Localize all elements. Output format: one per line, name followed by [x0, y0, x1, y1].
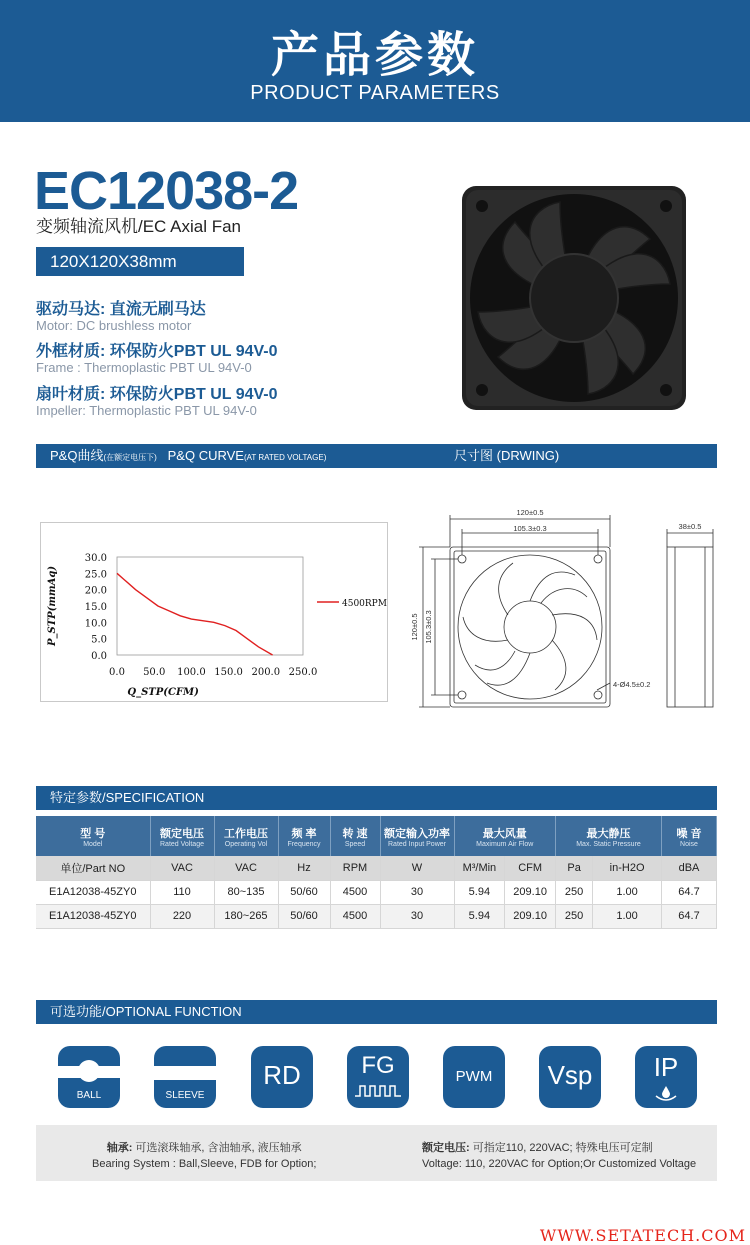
pwm-label: PWM	[455, 1068, 493, 1085]
th-speed: 转 速 Speed	[330, 816, 380, 856]
drawing-height-label: 120±0.5	[410, 613, 419, 641]
rd-label: RD	[263, 1060, 301, 1090]
legend-label: 4500RPM	[342, 599, 387, 609]
pulse-wave-icon	[355, 1084, 401, 1098]
spec-frame-en: Frame : Thermoplastic PBT UL 94V-0	[36, 360, 252, 375]
unit-cell: in-H2O	[593, 856, 662, 880]
table-cell: 4500	[330, 904, 380, 928]
x-tick-label: 50.0	[143, 667, 166, 678]
bearing-note	[92, 1139, 316, 1170]
voltage-note	[422, 1139, 696, 1170]
unit-cell: Hz	[278, 856, 330, 880]
table-cell: 180~265	[214, 904, 278, 928]
table-unit-row	[36, 856, 717, 880]
voltage-en: Voltage: 110, 220VAC for Option;Or Customized Voltage	[422, 1158, 697, 1170]
table-header-row	[36, 816, 717, 856]
th-model: 型 号 Model	[36, 816, 150, 856]
table-cell: 250	[556, 904, 593, 928]
product-type: 变频轴流风机/EC Axial Fan	[36, 217, 241, 236]
table-cell: 209.10	[505, 904, 556, 928]
x-tick-label: 0.0	[109, 667, 125, 678]
optional-function-bar: 可选功能/OPTIONAL FUNCTION	[36, 1000, 717, 1024]
table-row	[36, 880, 717, 904]
table-cell: 50/60	[278, 880, 330, 904]
table-cell: 250	[556, 880, 593, 904]
spec-impeller-cn: 扇叶材质: 环保防火PBT UL 94V-0	[36, 386, 278, 403]
water-drop-icon	[654, 1084, 678, 1102]
spec-impeller-en: Impeller: Thermoplastic PBT UL 94V-0	[36, 403, 257, 418]
x-tick-label: 200.0	[251, 667, 281, 678]
unit-cell: RPM	[330, 856, 380, 880]
page-title: 产品参数	[270, 27, 479, 83]
y-tick-label: 30.0	[84, 553, 107, 564]
model-number: EC12038-2	[34, 161, 299, 221]
unit-cell: 单位/Part NO	[36, 856, 150, 880]
ip-label: IP	[653, 1052, 679, 1082]
table-cell: 64.7	[662, 904, 717, 928]
website-link[interactable]: WWW.SETATECH.COM	[539, 1226, 746, 1245]
th-noise: 噪 音 Noise	[662, 816, 717, 856]
y-axis-label: P_STP(mmAq)	[47, 565, 58, 647]
th-operating-voltage: 工作电压 Operating Vol	[214, 816, 278, 856]
bearing-cn: 可选滚珠轴承, 含油轴承, 液压轴承	[132, 1142, 302, 1154]
th-rated-power: 额定输入功率 Rated Input Power	[380, 816, 454, 856]
ip-icon	[635, 1046, 697, 1108]
vsp-icon	[539, 1046, 601, 1108]
drawing-bar-label: 尺寸图 (DRWING)	[454, 448, 560, 463]
x-tick-label: 100.0	[177, 667, 206, 678]
unit-cell: M³/Min	[454, 856, 505, 880]
fg-label: FG	[361, 1052, 395, 1079]
specification-bar: 特定参数/SPECIFICATION	[36, 786, 717, 810]
drawing-vpitch-label: 105.3±0.3	[424, 610, 433, 644]
pwm-icon	[443, 1046, 505, 1108]
table-cell: 1.00	[593, 904, 662, 928]
table-cell: 30	[380, 904, 454, 928]
y-tick-label: 10.0	[84, 618, 107, 630]
drawing-width-label: 120±0.5	[516, 508, 544, 517]
pq-bar-cn-note: (在额定电压下)	[103, 453, 157, 462]
sleeve-label: SLEEVE	[165, 1090, 205, 1101]
pq-curve-bar	[36, 444, 717, 468]
unit-cell: CFM	[505, 856, 556, 880]
options-note	[36, 1125, 717, 1181]
unit-cell: W	[380, 856, 454, 880]
plot-area	[117, 557, 303, 655]
ball-label: BALL	[76, 1090, 102, 1101]
table-cell: 5.94	[454, 880, 505, 904]
option-icons	[58, 1046, 698, 1108]
fan-product-image	[460, 184, 688, 412]
dimension-badge: 120X120X38mm	[36, 247, 244, 276]
spec-impeller	[36, 381, 278, 417]
unit-cell: VAC	[214, 856, 278, 880]
header-banner	[0, 0, 750, 122]
sleeve-bearing-icon	[154, 1046, 216, 1108]
pq-chart	[41, 523, 389, 703]
table-cell: E1A12038-45ZY0	[36, 904, 150, 928]
vsp-label: Vsp	[547, 1060, 593, 1090]
table-cell: 64.7	[662, 880, 717, 904]
bearing-cn-label: 轴承:	[106, 1142, 133, 1154]
table-cell: 4500	[330, 880, 380, 904]
spec-frame	[36, 338, 278, 374]
th-static-pressure: 最大静压 Max. Static Pressure	[556, 816, 662, 856]
y-tick-label: 0.0	[91, 651, 107, 662]
spec-motor	[36, 296, 206, 332]
voltage-cn: 可指定110, 220VAC; 特殊电压可定制	[469, 1142, 653, 1154]
fg-icon	[347, 1046, 409, 1108]
table-cell: 209.10	[505, 880, 556, 904]
rd-icon	[251, 1046, 313, 1108]
table-row	[36, 904, 717, 928]
spec-frame-cn: 外框材质: 环保防火PBT UL 94V-0	[36, 343, 278, 360]
y-tick-label: 20.0	[84, 585, 107, 597]
table-cell: 220	[150, 904, 214, 928]
y-tick-label: 5.0	[91, 634, 107, 646]
table-cell: E1A12038-45ZY0	[36, 880, 150, 904]
unit-cell: Pa	[556, 856, 593, 880]
table-cell: 110	[150, 880, 214, 904]
table-cell: 30	[380, 880, 454, 904]
th-rated-voltage: 额定电压 Rated Voltage	[150, 816, 214, 856]
specification-table	[36, 816, 717, 929]
spec-motor-cn: 驱动马达: 直流无刷马达	[36, 301, 206, 318]
pq-bar-en: P&Q CURVE	[167, 448, 244, 463]
x-tick-label: 150.0	[214, 667, 243, 678]
table-cell: 5.94	[454, 904, 505, 928]
table-cell: 50/60	[278, 904, 330, 928]
table-cell: 80~135	[214, 880, 278, 904]
x-axis-label: Q_STP(CFM)	[127, 687, 199, 698]
dimension-drawing	[405, 505, 725, 715]
pq-bar-en-note: (AT RATED VOLTAGE)	[243, 453, 327, 462]
pq-chart-frame	[40, 522, 388, 702]
unit-cell: VAC	[150, 856, 214, 880]
y-tick-label: 25.0	[84, 569, 107, 581]
table-cell: 1.00	[593, 880, 662, 904]
page-subtitle: PRODUCT PARAMETERS	[250, 82, 500, 104]
th-air-flow: 最大风量 Maximum Air Flow	[454, 816, 556, 856]
drawing-holes-label: 4-Ø4.5±0.2	[613, 680, 651, 689]
drawing-pitch-label: 105.3±0.3	[513, 524, 547, 533]
bearing-en: Bearing System : Ball,Sleeve, FDB for Option;	[92, 1158, 317, 1170]
x-tick-label: 250.0	[288, 667, 318, 678]
th-frequency: 频 率 Frequency	[278, 816, 330, 856]
spec-motor-en: Motor: DC brushless motor	[36, 318, 192, 333]
voltage-cn-label: 额定电压:	[422, 1142, 470, 1154]
drawing-depth-label: 38±0.5	[678, 522, 702, 531]
y-tick-label: 15.0	[84, 602, 107, 613]
ball-bearing-icon	[58, 1046, 120, 1108]
pq-bar-cn: P&Q曲线	[50, 448, 104, 463]
unit-cell: dBA	[662, 856, 717, 880]
